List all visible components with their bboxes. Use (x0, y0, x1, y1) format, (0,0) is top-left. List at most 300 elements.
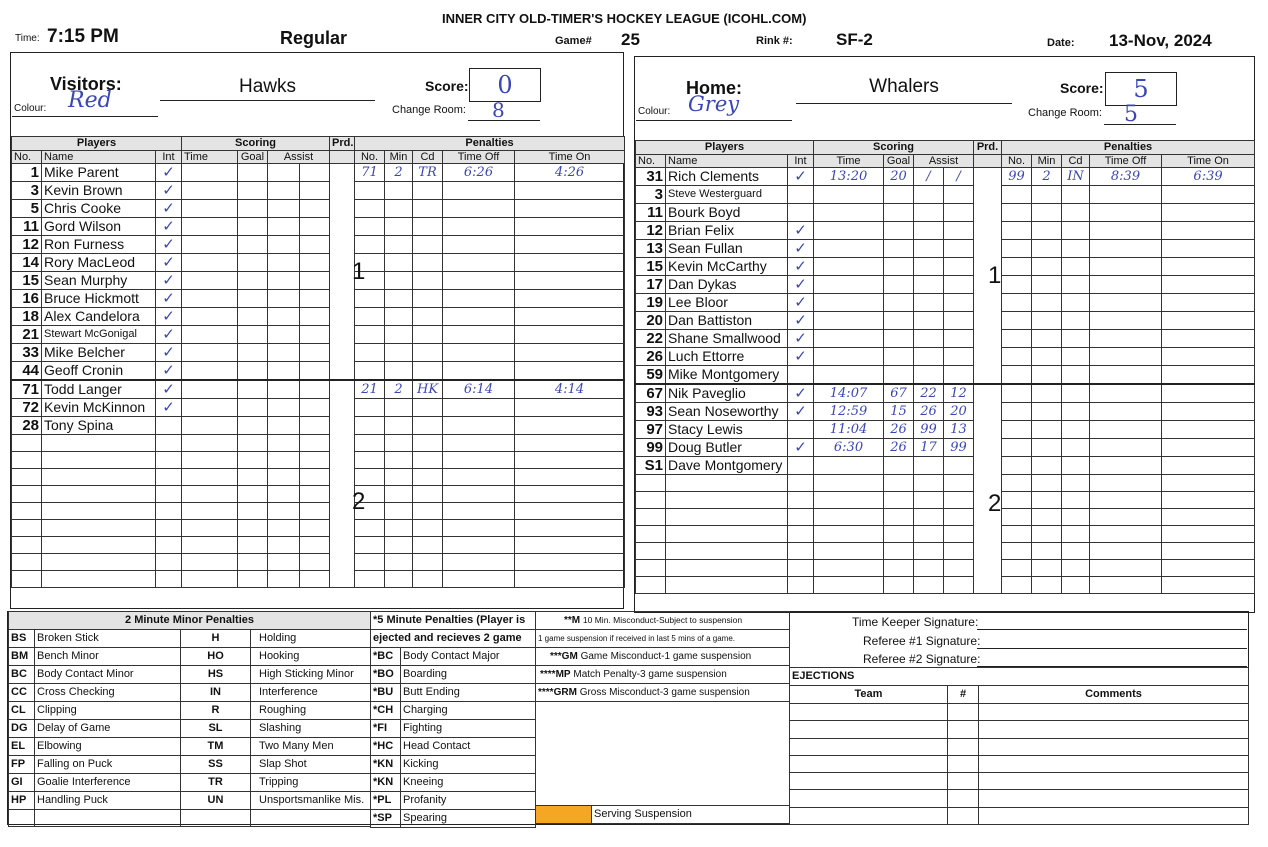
penalty-code[interactable] (1062, 560, 1090, 577)
goal-time[interactable]: 12:59 (814, 403, 884, 421)
player-name[interactable]: Alex Candelora (42, 308, 156, 326)
player-check[interactable]: ✓ (156, 254, 182, 272)
assist-1[interactable] (268, 254, 300, 272)
penalty-minutes[interactable] (1032, 294, 1062, 312)
assist-2[interactable] (300, 520, 330, 537)
home-team[interactable]: Whalers (869, 76, 939, 97)
penalty-code[interactable] (413, 417, 443, 435)
penalty-minutes[interactable] (385, 182, 413, 200)
assist-1[interactable] (268, 218, 300, 236)
penalty-minutes[interactable] (385, 520, 413, 537)
penalty-code[interactable] (1062, 366, 1090, 385)
player-check[interactable]: ✓ (156, 218, 182, 236)
penalty-minutes[interactable] (1032, 543, 1062, 560)
penalty-code[interactable] (1062, 294, 1090, 312)
penalty-code[interactable] (1062, 186, 1090, 204)
player-number[interactable]: 15 (636, 258, 666, 276)
player-name[interactable] (42, 486, 156, 503)
penalty-minutes[interactable] (1032, 577, 1062, 594)
ejection-number[interactable] (948, 755, 979, 772)
penalty-time-on[interactable] (515, 571, 625, 588)
penalty-code[interactable] (1062, 403, 1090, 421)
penalty-player[interactable] (355, 469, 385, 486)
goal-time[interactable] (182, 182, 238, 200)
penalty-time-off[interactable] (1090, 330, 1162, 348)
player-check[interactable] (788, 204, 814, 222)
penalty-player[interactable] (1002, 348, 1032, 366)
goal-time[interactable] (182, 344, 238, 362)
player-name[interactable]: Kevin McCarthy (666, 258, 788, 276)
penalty-time-off[interactable]: 8:39 (1090, 168, 1162, 186)
assist-2[interactable]: / (944, 168, 974, 186)
goal-time[interactable] (814, 457, 884, 475)
penalty-player[interactable] (355, 236, 385, 254)
goal-scorer[interactable]: 15 (884, 403, 914, 421)
goal-scorer[interactable] (884, 492, 914, 509)
ejection-team[interactable] (790, 790, 948, 807)
player-check[interactable] (788, 526, 814, 543)
penalty-time-on[interactable] (515, 486, 625, 503)
assist-1[interactable] (268, 503, 300, 520)
goal-scorer[interactable]: 26 (884, 421, 914, 439)
player-check[interactable] (156, 486, 182, 503)
goal-scorer[interactable] (884, 475, 914, 492)
penalty-code[interactable] (1062, 222, 1090, 240)
penalty-player[interactable] (355, 344, 385, 362)
assist-1[interactable] (268, 380, 300, 399)
goal-scorer[interactable] (238, 554, 268, 571)
player-number[interactable]: 11 (636, 204, 666, 222)
penalty-code[interactable] (1062, 240, 1090, 258)
player-check[interactable] (788, 421, 814, 439)
assist-1[interactable] (914, 509, 944, 526)
player-check[interactable]: ✓ (156, 362, 182, 381)
goal-scorer[interactable] (238, 452, 268, 469)
penalty-time-on[interactable] (515, 326, 625, 344)
assist-2[interactable] (300, 236, 330, 254)
penalty-code[interactable] (413, 362, 443, 381)
assist-2[interactable] (944, 577, 974, 594)
penalty-code[interactable] (1062, 509, 1090, 526)
penalty-minutes[interactable] (385, 362, 413, 381)
player-name[interactable] (42, 537, 156, 554)
penalty-minutes[interactable] (385, 344, 413, 362)
penalty-time-off[interactable] (1090, 366, 1162, 385)
goal-time[interactable] (814, 258, 884, 276)
goal-scorer[interactable] (238, 537, 268, 554)
ejection-team[interactable] (790, 738, 948, 755)
player-name[interactable] (666, 543, 788, 560)
penalty-minutes[interactable] (385, 469, 413, 486)
penalty-code[interactable] (413, 344, 443, 362)
player-number[interactable]: 20 (636, 312, 666, 330)
player-name[interactable]: Rory MacLeod (42, 254, 156, 272)
penalty-code[interactable] (1062, 204, 1090, 222)
penalty-code[interactable]: IN (1062, 168, 1090, 186)
player-check[interactable] (156, 571, 182, 588)
penalty-minutes[interactable] (1032, 312, 1062, 330)
player-check[interactable] (788, 457, 814, 475)
player-name[interactable]: Kevin Brown (42, 182, 156, 200)
penalty-minutes[interactable]: 2 (385, 380, 413, 399)
visitors-change-room[interactable]: 8 (492, 98, 505, 122)
assist-2[interactable] (944, 457, 974, 475)
goal-scorer[interactable] (238, 344, 268, 362)
penalty-minutes[interactable] (1032, 457, 1062, 475)
penalty-minutes[interactable] (385, 571, 413, 588)
penalty-time-off[interactable] (443, 344, 515, 362)
player-check[interactable] (788, 509, 814, 526)
penalty-time-off[interactable] (443, 399, 515, 417)
ejection-team[interactable] (790, 755, 948, 772)
penalty-time-off[interactable] (1090, 384, 1162, 403)
assist-1[interactable] (268, 344, 300, 362)
penalty-time-on[interactable] (515, 218, 625, 236)
penalty-code[interactable] (413, 469, 443, 486)
player-name[interactable]: Mike Montgomery (666, 366, 788, 385)
assist-1[interactable] (914, 222, 944, 240)
penalty-code[interactable] (1062, 492, 1090, 509)
penalty-time-on[interactable] (1162, 204, 1255, 222)
assist-1[interactable] (268, 554, 300, 571)
penalty-minutes[interactable] (1032, 204, 1062, 222)
penalty-code[interactable] (1062, 543, 1090, 560)
assist-2[interactable] (944, 330, 974, 348)
goal-scorer[interactable] (238, 380, 268, 399)
penalty-player[interactable] (1002, 577, 1032, 594)
ejection-number[interactable] (948, 790, 979, 807)
player-check[interactable]: ✓ (156, 380, 182, 399)
penalty-minutes[interactable] (385, 399, 413, 417)
assist-1[interactable] (268, 399, 300, 417)
penalty-code[interactable] (413, 399, 443, 417)
player-check[interactable]: ✓ (788, 240, 814, 258)
goal-time[interactable] (182, 236, 238, 254)
penalty-time-off[interactable] (443, 254, 515, 272)
player-number[interactable] (12, 520, 42, 537)
penalty-time-off[interactable] (1090, 204, 1162, 222)
assist-2[interactable]: 12 (944, 384, 974, 403)
goal-scorer[interactable] (884, 276, 914, 294)
assist-2[interactable] (300, 182, 330, 200)
assist-2[interactable] (300, 272, 330, 290)
penalty-time-off[interactable] (1090, 240, 1162, 258)
assist-1[interactable] (268, 520, 300, 537)
penalty-time-off[interactable] (1090, 526, 1162, 543)
penalty-player[interactable] (1002, 276, 1032, 294)
penalty-time-off[interactable]: 6:26 (443, 164, 515, 182)
goal-scorer[interactable] (238, 254, 268, 272)
penalty-code[interactable] (413, 537, 443, 554)
player-check[interactable]: ✓ (788, 384, 814, 403)
player-number[interactable]: 33 (12, 344, 42, 362)
player-number[interactable] (636, 526, 666, 543)
assist-1[interactable] (268, 469, 300, 486)
penalty-code[interactable] (1062, 384, 1090, 403)
player-number[interactable]: 3 (12, 182, 42, 200)
player-name[interactable]: Kevin McKinnon (42, 399, 156, 417)
assist-2[interactable] (944, 312, 974, 330)
player-check[interactable]: ✓ (788, 168, 814, 186)
assist-1[interactable]: 26 (914, 403, 944, 421)
player-number[interactable]: 72 (12, 399, 42, 417)
goal-scorer[interactable]: 20 (884, 168, 914, 186)
penalty-code[interactable] (1062, 348, 1090, 366)
player-name[interactable] (42, 503, 156, 520)
player-number[interactable]: 44 (12, 362, 42, 381)
goal-time[interactable] (182, 399, 238, 417)
assist-1[interactable] (914, 475, 944, 492)
penalty-minutes[interactable] (1032, 560, 1062, 577)
player-name[interactable]: Todd Langer (42, 380, 156, 399)
penalty-time-off[interactable] (443, 290, 515, 308)
penalty-time-on[interactable] (1162, 258, 1255, 276)
goal-time[interactable]: 6:30 (814, 439, 884, 457)
assist-2[interactable] (944, 258, 974, 276)
assist-1[interactable] (914, 457, 944, 475)
player-name[interactable]: Dan Dykas (666, 276, 788, 294)
assist-1[interactable] (914, 543, 944, 560)
penalty-player[interactable] (355, 520, 385, 537)
player-name[interactable]: Dave Montgomery (666, 457, 788, 475)
player-name[interactable]: Stacy Lewis (666, 421, 788, 439)
penalty-player[interactable] (355, 554, 385, 571)
assist-2[interactable] (300, 452, 330, 469)
player-number[interactable] (12, 486, 42, 503)
penalty-minutes[interactable] (385, 308, 413, 326)
goal-time[interactable] (182, 486, 238, 503)
ejection-team[interactable] (790, 807, 948, 824)
player-check[interactable]: ✓ (788, 348, 814, 366)
penalty-time-on[interactable]: 4:14 (515, 380, 625, 399)
goal-scorer[interactable] (884, 186, 914, 204)
penalty-time-on[interactable] (515, 272, 625, 290)
goal-time[interactable]: 14:07 (814, 384, 884, 403)
goal-time[interactable] (182, 254, 238, 272)
penalty-minutes[interactable] (1032, 421, 1062, 439)
penalty-time-on[interactable] (1162, 403, 1255, 421)
goal-scorer[interactable] (238, 417, 268, 435)
assist-1[interactable] (914, 312, 944, 330)
assist-2[interactable] (944, 366, 974, 385)
goal-scorer[interactable] (884, 366, 914, 385)
penalty-time-off[interactable] (1090, 577, 1162, 594)
player-check[interactable] (156, 435, 182, 452)
goal-time[interactable] (182, 200, 238, 218)
player-name[interactable]: Shane Smallwood (666, 330, 788, 348)
player-check[interactable] (788, 492, 814, 509)
ejection-comment[interactable] (979, 704, 1249, 721)
penalty-player[interactable] (355, 417, 385, 435)
player-number[interactable] (636, 543, 666, 560)
assist-2[interactable] (300, 486, 330, 503)
penalty-time-off[interactable] (1090, 421, 1162, 439)
goal-time[interactable] (182, 469, 238, 486)
player-name[interactable] (666, 560, 788, 577)
penalty-minutes[interactable] (1032, 348, 1062, 366)
penalty-time-on[interactable] (1162, 186, 1255, 204)
penalty-time-off[interactable]: 6:14 (443, 380, 515, 399)
assist-1[interactable] (914, 560, 944, 577)
goal-scorer[interactable] (884, 240, 914, 258)
goal-time[interactable] (182, 520, 238, 537)
player-check[interactable]: ✓ (156, 308, 182, 326)
penalty-player[interactable]: 21 (355, 380, 385, 399)
assist-2[interactable] (300, 399, 330, 417)
penalty-time-off[interactable] (1090, 509, 1162, 526)
penalty-time-on[interactable] (515, 308, 625, 326)
penalty-player[interactable]: 99 (1002, 168, 1032, 186)
penalty-minutes[interactable] (385, 200, 413, 218)
assist-2[interactable]: 13 (944, 421, 974, 439)
goal-scorer[interactable] (238, 200, 268, 218)
player-name[interactable]: Stewart McGonigal (42, 326, 156, 344)
penalty-time-on[interactable] (515, 537, 625, 554)
goal-time[interactable]: 13:20 (814, 168, 884, 186)
penalty-player[interactable] (355, 399, 385, 417)
penalty-code[interactable] (413, 571, 443, 588)
penalty-minutes[interactable] (385, 236, 413, 254)
ejection-comment[interactable] (979, 721, 1249, 738)
goal-time[interactable] (814, 577, 884, 594)
player-name[interactable]: Dan Battiston (666, 312, 788, 330)
goal-time[interactable] (182, 164, 238, 182)
goal-scorer[interactable] (238, 182, 268, 200)
assist-1[interactable] (268, 452, 300, 469)
penalty-minutes[interactable] (385, 435, 413, 452)
penalty-time-off[interactable] (443, 469, 515, 486)
penalty-minutes[interactable] (1032, 186, 1062, 204)
ejection-number[interactable] (948, 704, 979, 721)
ejection-comment[interactable] (979, 807, 1249, 824)
assist-2[interactable] (300, 254, 330, 272)
assist-1[interactable] (914, 366, 944, 385)
player-name[interactable]: Nik Paveglio (666, 384, 788, 403)
player-number[interactable] (12, 452, 42, 469)
ejection-team[interactable] (790, 704, 948, 721)
penalty-player[interactable] (1002, 526, 1032, 543)
penalty-player[interactable] (1002, 457, 1032, 475)
player-name[interactable]: Bourk Boyd (666, 204, 788, 222)
penalty-time-on[interactable] (1162, 560, 1255, 577)
assist-1[interactable] (914, 492, 944, 509)
assist-2[interactable] (300, 380, 330, 399)
player-name[interactable] (42, 469, 156, 486)
penalty-player[interactable] (355, 452, 385, 469)
penalty-time-off[interactable] (1090, 439, 1162, 457)
penalty-time-off[interactable] (1090, 294, 1162, 312)
penalty-player[interactable] (1002, 204, 1032, 222)
assist-1[interactable] (914, 276, 944, 294)
penalty-time-off[interactable] (443, 452, 515, 469)
assist-1[interactable] (268, 272, 300, 290)
player-number[interactable]: 16 (12, 290, 42, 308)
player-number[interactable]: 1 (12, 164, 42, 182)
penalty-time-on[interactable] (515, 435, 625, 452)
penalty-minutes[interactable] (1032, 475, 1062, 492)
player-name[interactable]: Tony Spina (42, 417, 156, 435)
player-number[interactable]: 59 (636, 366, 666, 385)
goal-scorer[interactable] (238, 520, 268, 537)
player-name[interactable]: Rich Clements (666, 168, 788, 186)
goal-time[interactable] (182, 417, 238, 435)
goal-scorer[interactable] (238, 503, 268, 520)
penalty-code[interactable] (1062, 276, 1090, 294)
assist-1[interactable] (914, 240, 944, 258)
player-check[interactable]: ✓ (156, 182, 182, 200)
penalty-time-on[interactable] (1162, 366, 1255, 385)
penalty-minutes[interactable] (1032, 526, 1062, 543)
penalty-player[interactable] (355, 200, 385, 218)
penalty-minutes[interactable] (1032, 492, 1062, 509)
goal-time[interactable]: 11:04 (814, 421, 884, 439)
penalty-player[interactable] (1002, 492, 1032, 509)
penalty-player[interactable] (1002, 384, 1032, 403)
penalty-minutes[interactable] (385, 218, 413, 236)
penalty-player[interactable] (355, 362, 385, 381)
player-number[interactable]: 31 (636, 168, 666, 186)
penalty-minutes[interactable] (385, 537, 413, 554)
penalty-player[interactable]: 71 (355, 164, 385, 182)
penalty-time-on[interactable] (515, 200, 625, 218)
assist-1[interactable] (268, 200, 300, 218)
penalty-minutes[interactable] (385, 290, 413, 308)
goal-time[interactable] (814, 294, 884, 312)
assist-1[interactable] (268, 417, 300, 435)
player-name[interactable] (666, 492, 788, 509)
assist-2[interactable] (944, 560, 974, 577)
goal-scorer[interactable] (884, 560, 914, 577)
player-number[interactable]: 99 (636, 439, 666, 457)
goal-scorer[interactable]: 67 (884, 384, 914, 403)
penalty-time-off[interactable] (443, 200, 515, 218)
penalty-time-on[interactable] (515, 362, 625, 381)
penalty-code[interactable] (413, 326, 443, 344)
penalty-time-on[interactable] (1162, 543, 1255, 560)
assist-2[interactable] (944, 492, 974, 509)
penalty-code[interactable] (413, 290, 443, 308)
goal-scorer[interactable] (884, 526, 914, 543)
penalty-time-off[interactable] (1090, 543, 1162, 560)
goal-time[interactable] (814, 204, 884, 222)
ejection-number[interactable] (948, 773, 979, 790)
assist-1[interactable]: 22 (914, 384, 944, 403)
player-number[interactable] (636, 509, 666, 526)
penalty-time-on[interactable] (1162, 294, 1255, 312)
penalty-player[interactable] (1002, 312, 1032, 330)
player-number[interactable]: 19 (636, 294, 666, 312)
player-check[interactable] (788, 577, 814, 594)
assist-1[interactable]: 99 (914, 421, 944, 439)
goal-scorer[interactable] (884, 457, 914, 475)
penalty-code[interactable] (413, 486, 443, 503)
goal-scorer[interactable] (884, 294, 914, 312)
penalty-time-on[interactable] (1162, 240, 1255, 258)
penalty-code[interactable] (413, 554, 443, 571)
assist-1[interactable] (268, 290, 300, 308)
assist-1[interactable]: 17 (914, 439, 944, 457)
assist-2[interactable] (300, 417, 330, 435)
assist-1[interactable] (268, 182, 300, 200)
penalty-time-off[interactable] (1090, 475, 1162, 492)
player-name[interactable] (666, 509, 788, 526)
penalty-time-on[interactable] (1162, 222, 1255, 240)
assist-2[interactable] (944, 222, 974, 240)
goal-time[interactable] (814, 543, 884, 560)
goal-time[interactable] (182, 326, 238, 344)
goal-time[interactable] (182, 435, 238, 452)
goal-time[interactable] (814, 492, 884, 509)
